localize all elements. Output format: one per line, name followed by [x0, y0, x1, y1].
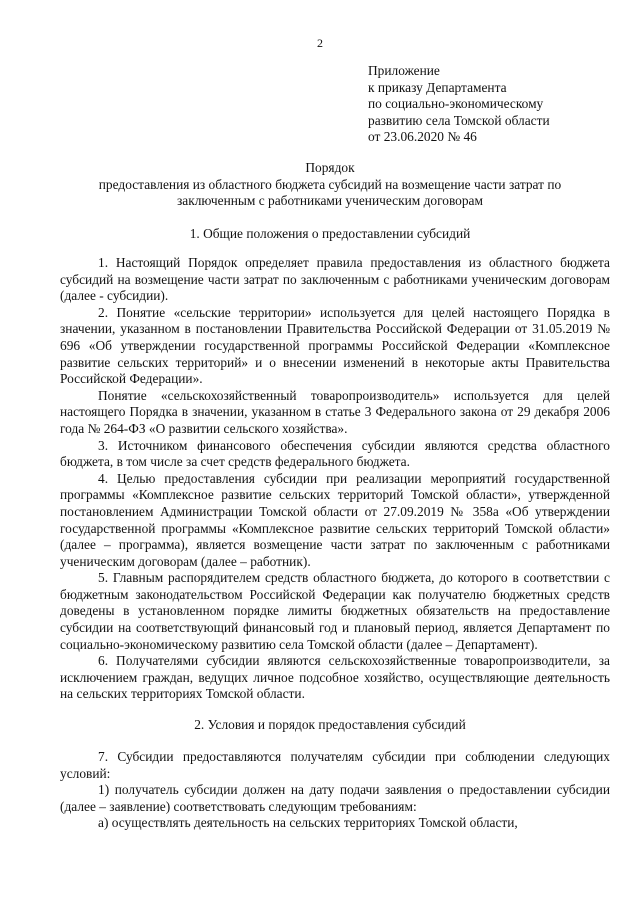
- appendix-line: по социально-экономическому: [368, 96, 544, 112]
- paragraph: 3. Источником финансового обеспечения субсидии являются средства областного бюджета, в том числе за счет средств федерального бюджета.: [60, 437, 610, 470]
- appendix-line: развитию села Томской области: [368, 112, 550, 128]
- paragraph: 2. Понятие «сельские территории» используется для целей настоящего Порядка в значении, указанном в постановлении Правительства Российской Федерации от 31.05.2019 № 696 «Об утверждении государственной программы Российской Федерации «Комплексное развитие сельских территорий» и о внесении изменений в некоторые акты Правительства Российской Федерации».: [60, 304, 610, 387]
- paragraph: 1) получатель субсидии должен на дату подачи заявления о предоставлении субсидии (далее – заявление) соответствовать следующим требованиям:: [60, 782, 610, 814]
- appendix-block: [368, 63, 618, 146]
- title-line: Порядок: [305, 160, 355, 175]
- paragraph: Понятие «сельскохозяйственный товаропроизводитель» используется для целей настоящего Порядка в значении, указанном в статье 3 Федерального закона от 29 декабря 2006 года № 264-ФЗ «О развитии сельского хозяйства».: [60, 387, 610, 436]
- paragraph: а) осуществлять деятельность на сельских территориях Томской области,: [98, 815, 518, 831]
- paragraph: 6. Получателями субсидии являются сельскохозяйственные товаропроизводители, за исключением граждан, ведущих личное подсобное хозяйство, осуществляющие деятельность на сельских территориях Томской области.: [60, 653, 610, 702]
- paragraph: 5. Главным распорядителем средств областного бюджета, до которого в соответствии с бюджетным законодательством Российской Федерации как получателю бюджетных средств доведены в установленном порядке лимиты бюджетных обязательств на предоставление субсидии на соответствующий финансовый год и плановый период, является Департамент по социально-экономическому развитию села Томской области (далее – Департамент).: [60, 570, 610, 652]
- section-heading-2: 2. Условия и порядок предоставления субсидий: [194, 717, 466, 732]
- appendix-line: Приложение: [368, 63, 440, 78]
- paragraph: 4. Целью предоставления субсидии при реализации мероприятий государственной программы «Комплексное развитие сельских территорий Томской области», утвержденной постановлением Администрации Томской области от 27.09.2019 № 358а «Об утверждении государственной программы «Комплексное развитие сельских территорий Томской области» (далее – программа), является возмещение части затрат по заключенным с работниками ученическим договорам (далее – работник).: [60, 470, 610, 569]
- appendix-line: от 23.06.2020 № 46: [368, 129, 477, 145]
- title-line: предоставления из областного бюджета субсидий на возмещение части затрат по: [98, 176, 562, 192]
- page-number: 2: [317, 36, 323, 50]
- section-heading-1: 1. Общие положения о предоставлении субсидий: [189, 226, 471, 241]
- paragraph: 1. Настоящий Порядок определяет правила предоставления из областного бюджета субсидий на возмещение части затрат по заключенным с работниками ученическим договорам (далее - субсидии).: [60, 255, 610, 304]
- document-title: [60, 160, 600, 210]
- paragraph: 7. Субсидии предоставляются получателям субсидии при соблюдении следующих условий:: [60, 749, 610, 781]
- section-2-body: [60, 749, 610, 832]
- appendix-line: к приказу Департамента: [368, 79, 507, 95]
- section-1-body: [60, 255, 610, 703]
- title-line: заключенным с работниками ученическим договорам: [177, 193, 483, 209]
